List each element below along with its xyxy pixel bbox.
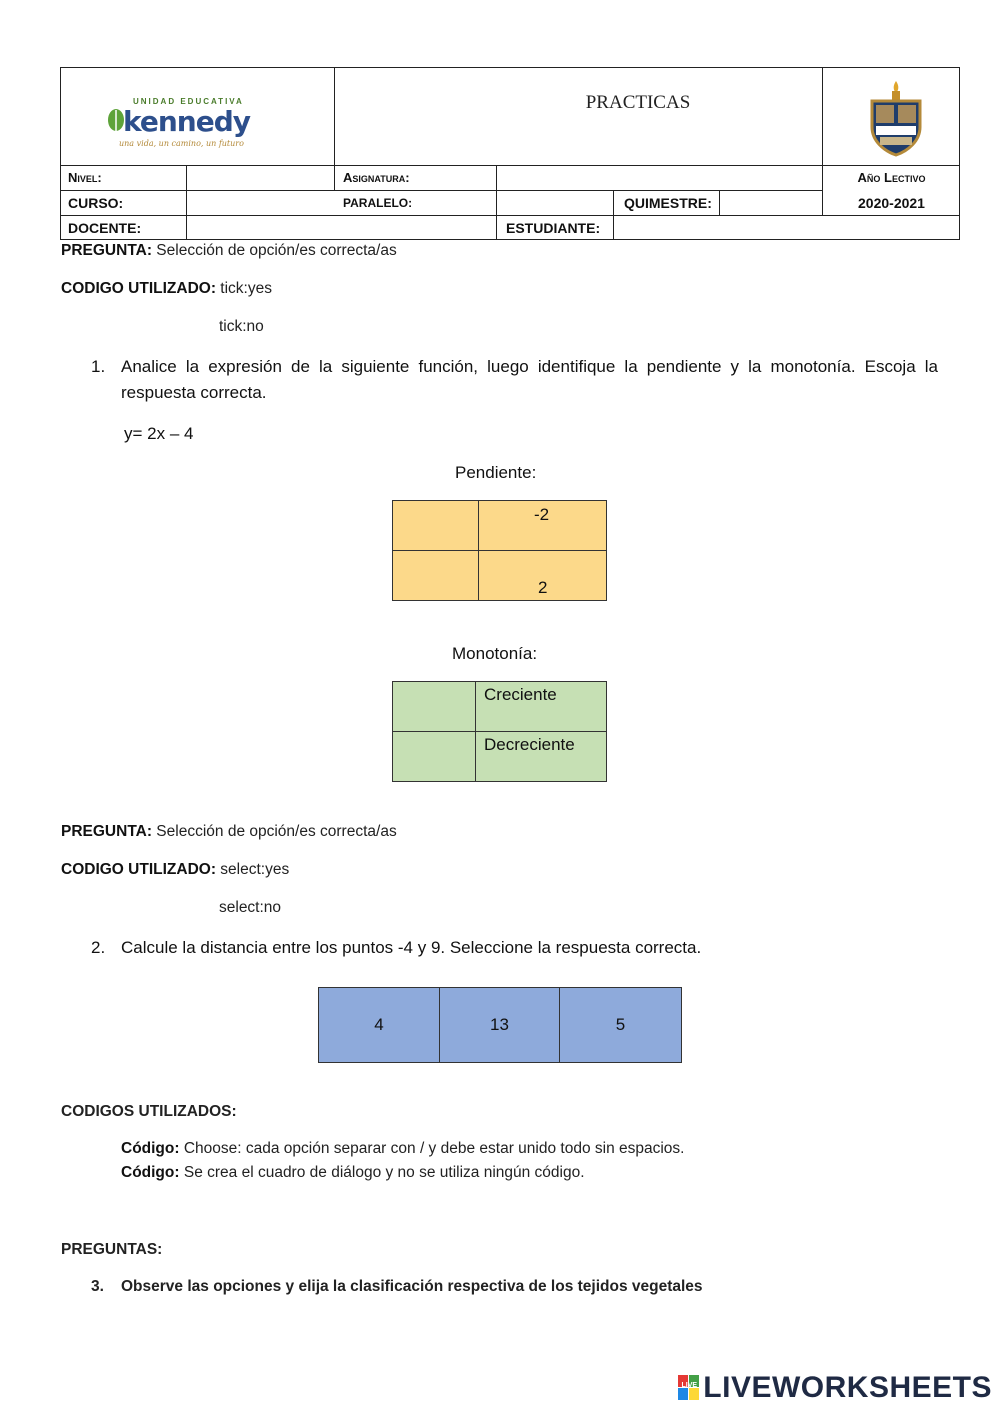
monotonia-grid bbox=[392, 681, 607, 782]
function-expression: y= 2x – 4 bbox=[124, 424, 194, 443]
paralelo-field[interactable] bbox=[497, 191, 613, 215]
preguntas-label: PREGUNTAS: bbox=[61, 1241, 163, 1258]
distance-option-3[interactable] bbox=[560, 988, 681, 1062]
pendiente-option-2: 2 bbox=[538, 578, 548, 597]
section1-pregunta-label: PREGUNTA: bbox=[61, 242, 152, 259]
distance-option-3-label: 5 bbox=[615, 1015, 626, 1034]
section1-codigo bbox=[61, 280, 272, 298]
liveworksheets-mark-icon bbox=[678, 1375, 700, 1401]
anio-lectivo-value: 2020-2021 bbox=[858, 194, 925, 211]
monotonia-option-2: Decreciente bbox=[484, 735, 575, 754]
pendiente-checkbox-1[interactable] bbox=[393, 501, 478, 550]
section2-pregunta bbox=[61, 823, 397, 841]
anio-lectivo-label: Año Lectivo bbox=[857, 170, 926, 185]
codigo-2-label: Código: bbox=[121, 1164, 180, 1181]
distance-options-grid bbox=[318, 987, 682, 1063]
section2-codigo bbox=[61, 861, 289, 879]
distance-option-1-label: 4 bbox=[374, 1015, 384, 1034]
pendiente-grid bbox=[392, 500, 607, 601]
liveworksheets-logo bbox=[678, 1371, 992, 1405]
monotonia-label: Monotonía: bbox=[452, 644, 538, 663]
docente-label: DOCENTE: bbox=[68, 219, 142, 236]
codigo-1-text: Choose: cada opción separar con / y debe estar unido todo sin espacios. bbox=[179, 1140, 685, 1157]
section1-codigo-no: tick:no bbox=[219, 318, 264, 335]
codigos-utilizados-label: CODIGOS UTILIZADOS: bbox=[61, 1103, 237, 1120]
monotonia-option-1: Creciente bbox=[484, 685, 557, 704]
asignatura-label: Asignatura: bbox=[343, 170, 410, 185]
quimestre-label: QUIMESTRE: bbox=[624, 194, 712, 211]
curso-field[interactable] bbox=[187, 191, 334, 215]
distance-option-2-label: 13 bbox=[490, 1015, 509, 1034]
codigo-2-text: Se crea el cuadro de diálogo y no se utiliza ningún código. bbox=[179, 1164, 585, 1181]
school-crest-icon bbox=[868, 79, 924, 157]
school-logo bbox=[105, 95, 255, 151]
codigo-2 bbox=[121, 1164, 585, 1182]
question-1-number: 1. bbox=[91, 357, 106, 376]
section2-codigo-label: CODIGO UTILIZADO: bbox=[61, 861, 216, 878]
question-1-text-line1: Analice la expresión de la siguiente función, luego identifique la pendiente y la monotonía. Escoja la bbox=[121, 357, 938, 376]
liveworksheets-mark-text: LIVE bbox=[681, 1382, 698, 1389]
section2-codigo-yes: select:yes bbox=[216, 861, 290, 878]
question-2-text: Calcule la distancia entre los puntos -4 y 9. Seleccione la respuesta correcta. bbox=[121, 938, 702, 957]
pendiente-label: Pendiente: bbox=[455, 463, 537, 482]
page-title: PRACTICAS bbox=[585, 92, 691, 113]
section1-pregunta-text: Selección de opción/es correcta/as bbox=[152, 242, 397, 259]
distance-option-1[interactable] bbox=[319, 988, 439, 1062]
question-2-number: 2. bbox=[91, 938, 106, 957]
distance-option-2[interactable] bbox=[440, 988, 559, 1062]
school-logo-motto: una vida, un camino, un futuro bbox=[119, 139, 244, 148]
section2-codigo-no: select:no bbox=[219, 899, 282, 916]
school-logo-name: kennedy bbox=[123, 105, 251, 138]
nivel-field[interactable] bbox=[187, 166, 334, 190]
docente-field[interactable] bbox=[187, 216, 496, 239]
section1-codigo-label: CODIGO UTILIZADO: bbox=[61, 280, 216, 297]
monotonia-checkbox-1[interactable] bbox=[393, 682, 475, 731]
codigo-1 bbox=[121, 1140, 684, 1158]
nivel-label: Nivel: bbox=[68, 170, 102, 185]
section2-pregunta-text: Selección de opción/es correcta/as bbox=[152, 823, 397, 840]
asignatura-field[interactable] bbox=[497, 166, 822, 190]
section2-pregunta-label: PREGUNTA: bbox=[61, 823, 152, 840]
liveworksheets-brand-text: LIVEWORKSHEETS bbox=[703, 1371, 992, 1404]
paralelo-label: PARALELO: bbox=[343, 195, 413, 210]
codigo-1-label: Código: bbox=[121, 1140, 180, 1157]
section1-pregunta bbox=[61, 242, 397, 260]
question-1-text-line2: respuesta correcta. bbox=[121, 383, 267, 402]
school-logo-top-text: UNIDAD EDUCATIVA bbox=[133, 97, 244, 106]
question-3-number: 3. bbox=[91, 1278, 104, 1295]
quimestre-field[interactable] bbox=[720, 191, 822, 215]
section1-codigo-yes: tick:yes bbox=[216, 280, 272, 297]
pendiente-checkbox-2[interactable] bbox=[393, 551, 478, 600]
monotonia-checkbox-2[interactable] bbox=[393, 732, 475, 781]
estudiante-label: ESTUDIANTE: bbox=[506, 219, 601, 236]
question-3-text: Observe las opciones y elija la clasificación respectiva de los tejidos vegetales bbox=[121, 1278, 703, 1295]
pendiente-option-1: -2 bbox=[534, 505, 550, 524]
header-table bbox=[60, 67, 960, 240]
curso-label: CURSO: bbox=[68, 194, 124, 211]
estudiante-field[interactable] bbox=[614, 216, 959, 239]
